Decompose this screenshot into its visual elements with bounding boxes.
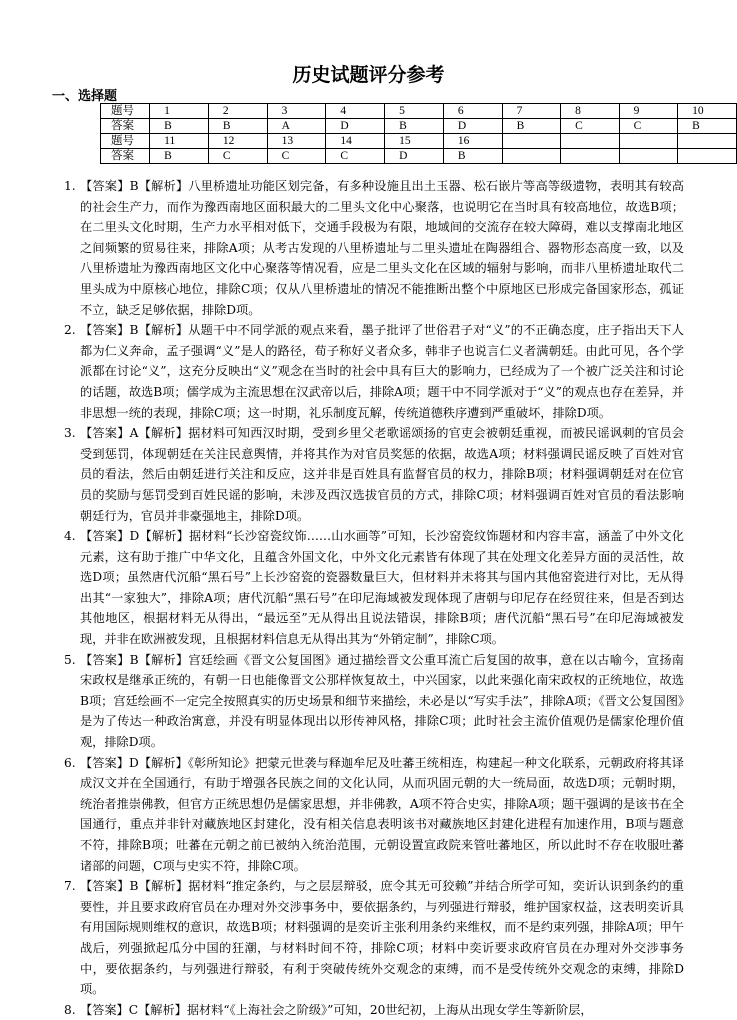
answer-table-cell <box>502 149 561 164</box>
answer-table-cell: C <box>208 149 267 164</box>
answer-table-row <box>101 149 737 164</box>
answer-table-cell <box>678 149 737 164</box>
answer-table-cell: 11 <box>150 134 209 149</box>
answer-table-cell: C <box>326 149 385 164</box>
answer-table-cell <box>619 149 678 164</box>
explanation-item <box>64 650 684 753</box>
answer-table-cell: 9 <box>619 104 678 119</box>
item-number: 7. <box>64 879 76 894</box>
explanation-item <box>64 176 684 320</box>
item-number: 3. <box>64 426 76 441</box>
page-title: 历史试题评分参考 <box>292 64 445 86</box>
answer-table-row <box>101 134 737 149</box>
answer-table-cell: B <box>385 119 444 134</box>
answer-table-cell: B <box>443 149 502 164</box>
item-text: 【答案】B【解析】据材料“推定条约，与之层层辩驳，庶令其无可狡赖”并结合所学可知，奕䜣认识到条约的重要性，并且要求政府官员在办理对外交涉事务中，要依据条约，与列强进行辩驳，维护国家权益，这表明奕䜣具有用国际规则维权的意识，故选B项；材料强调的是奕䜣主张利用条约来维权，而不是约束列强，排除A项；甲午战后，列强掀起瓜分中国的狂潮，与材料时间不符，排除C项；材料中奕䜣要求政府官员在办理对外交涉事务中，要依据条约，与列强进行辩驳，有利于突破传统外交观念的束缚，而不是受传统外交观念的束缚，排除D项。 <box>80 879 684 997</box>
answer-table-cell <box>678 134 737 149</box>
answer-table-cell <box>619 134 678 149</box>
answer-table-cell: C <box>267 149 326 164</box>
answer-table-cell: C <box>619 119 678 134</box>
answer-table-cell: 2 <box>208 104 267 119</box>
item-text: 【答案】B【解析】宫廷绘画《晋文公复国图》通过描绘晋文公重耳流亡后复国的故事，意在以古喻今，宣扬南宋政权是继承正统的，有朝一日也能像晋文公那样恢复故土，中兴国家，以此来强化南宋政权的正统地位，故选B项；宫廷绘画不一定完全按照真实的历史场景和细节来描绘，未必是以“写实手法”，排除A项；《晋文公复国图》是为了传达一种政治寓意，并没有明显体现出以形传神风格，排除C项；此时社会主流价值观仍是儒家伦理价值观，排除D项。 <box>80 652 684 750</box>
answer-table-header-cell: 题号 <box>101 134 150 149</box>
answer-table-cell: D <box>385 149 444 164</box>
item-text: 【答案】D【解析】《彰所知论》把蒙元世袭与释迦牟尼及吐蕃王统相连，构建起一种文化联系，元朝政府将其译成汉文并在全国通行，有助于增强各民族之间的文化认同，从而巩固元朝的大一统局面，故选D项；元朝时期，统治者推崇佛教，但官方正统思想仍是儒家思想，并非佛教，A项不符合史实，排除A项；题干强调的是该书在全国通行，重点并非针对藏族地区封建化，没有相关信息表明该书对藏族地区封建化进程有加速作用，B项与题意不符，排除B项；吐蕃在元朝之前已被纳入统治范围，元朝设置宣政院来管吐蕃地区，所以此时不存在收服吐蕃诸部的问题，C项与史实不符，排除C项。 <box>80 755 684 873</box>
item-number: 4. <box>64 529 76 544</box>
answer-table-cell: 16 <box>443 134 502 149</box>
answer-table-header-cell: 题号 <box>101 104 150 119</box>
answer-table-header-cell: 答案 <box>101 119 150 134</box>
answer-table-cell: 10 <box>678 104 737 119</box>
answer-table-cell: D <box>443 119 502 134</box>
explanation-item <box>64 423 684 526</box>
item-text: 【答案】A【解析】据材料可知西汉时期，受到乡里父老歌谣颂扬的官吏会被朝廷重视，而被民谣讽刺的官员会受到惩罚，体现朝廷在关注民意舆情，并将其作为对官员奖惩的依据，故选A项；材料强调民谣反映了百姓对官员的看法，然后由朝廷进行关注和反应，这并非是百姓具有监督官员的权力，排除B项；材料强调朝廷对在位官员的奖励与惩罚受到百姓民谣的影响，未涉及西汉选拔官员的方式，排除C项；材料强调百姓对官员的看法影响朝廷行为，官员并非豪强地主，排除D项。 <box>80 426 684 523</box>
explanation-item <box>64 753 684 877</box>
answer-table-cell: B <box>150 149 209 164</box>
explanation-item <box>64 526 684 650</box>
answer-table-cell: C <box>561 119 620 134</box>
answer-table-cell: 14 <box>326 134 385 149</box>
answer-table-cell <box>502 134 561 149</box>
item-number: 2. <box>64 323 76 338</box>
explanation-item <box>64 876 684 1000</box>
answer-table-cell: 13 <box>267 134 326 149</box>
explanation-item <box>64 320 684 423</box>
answer-table-row <box>101 104 737 119</box>
answer-table-cell <box>561 149 620 164</box>
item-number: 5. <box>64 652 76 667</box>
item-text: 【答案】D【解析】据材料“长沙窑瓷纹饰……山水画等”可知，长沙窑瓷纹饰题材和内容丰富，涵盖了中外文化元素，这有助于推广中华文化，且蕴含外国文化，中外文化元素皆有体现了其在处理文化差异方面的灵活性，故选D项；虽然唐代沉船“黑石号”上长沙窑瓷的瓷器数量巨大，但材料并未将其与国内其他窑瓷进行对比，无从得出其“一家独大”，排除A项；唐代沉船“黑石号”在印尼海域被发现体现了唐朝与印尼存在经贸往来，但是否到达其他地区，根据材料无从得出，“最远至”无从得出且说法错误，排除B项；唐代沉船“黑石号”在印尼海域被发现，并非在欧洲被发现，且根据材料信息无从得出其为“外销定制”，排除C项。 <box>80 529 684 647</box>
item-number: 1. <box>64 179 76 193</box>
answer-table-cell: 4 <box>326 104 385 119</box>
answer-table-cell: 6 <box>443 104 502 119</box>
answer-table-cell: B <box>150 119 209 134</box>
answer-table-cell: 3 <box>267 104 326 119</box>
answer-table-cell: 1 <box>150 104 209 119</box>
answer-table-cell: 7 <box>502 104 561 119</box>
answer-table-row <box>101 119 737 134</box>
explanation-list <box>64 176 684 1020</box>
answer-table-cell: B <box>678 119 737 134</box>
answer-table-cell: 12 <box>208 134 267 149</box>
item-number: 6. <box>64 755 76 770</box>
answer-table-cell: B <box>208 119 267 134</box>
answer-table-cell: 5 <box>385 104 444 119</box>
answer-table-cell: 15 <box>385 134 444 149</box>
section-heading: 一、选择题 <box>52 89 118 104</box>
item-text: 【答案】B【解析】从题干中不同学派的观点来看，墨子批评了世俗君子对“义”的不正确态度，庄子指出天下人都为仁义奔命，孟子强调“义”是人的路径，荀子称好义者众多，韩非子也说言仁义者满朝廷。由此可见，各个学派都在讨论“义”，这充分反映出“义”观念在当时的社会中具有巨大的影响力，已经成为了一个被广泛关注和讨论的话题，故选B项；儒学成为主流思想在汉武帝以后，排除A项；题干中不同学派对于“义”的观点也存在差异，并非思想一统的表现，排除C项；这一时期，礼乐制度瓦解，传统道德秩序遭到严重破坏，排除D项。 <box>80 323 684 420</box>
answer-table-header-cell: 答案 <box>101 149 150 164</box>
answer-table-cell: A <box>267 119 326 134</box>
item-text: 【答案】C【解析】据材料“《上海社会之阶级》”可知，20世纪初，上海从出现女学生等新阶层， <box>80 1002 593 1017</box>
item-number: 8. <box>64 1002 76 1017</box>
answer-table-cell: D <box>326 119 385 134</box>
answer-table-cell <box>561 134 620 149</box>
answer-table-cell: 8 <box>561 104 620 119</box>
item-text: 【答案】B【解析】八里桥遗址功能区划完备，有多种设施且出土玉器、松石嵌片等高等级遗物，表明其有较高的社会生产力，而作为豫西南地区面积最大的二里头文化中心聚落，也说明它在当时具有较高地位，故选B项；在二里头文化时期，生产力水平相对低下，交通手段极为有限，地域间的交流存在较大障碍，难以支撑南北地区之间频繁的贸易往来，排除A项；从考古发现的八里桥遗址与二里头遗址在陶器组合、器物形态高度一致，以及八里桥遗址为豫西南地区文化中心聚落等情况看，应是二里头文化在区域的辐射与影响，而非八里桥遗址取代二里头成为中原核心地位，排除C项；仅从八里桥遗址的情况不能推断出整个中原地区已形成完备国家形态，孤证不立，缺乏足够依据，排除D项。 <box>80 179 684 317</box>
answer-table <box>100 103 737 164</box>
explanation-item <box>64 1000 684 1020</box>
answer-table-cell: B <box>502 119 561 134</box>
